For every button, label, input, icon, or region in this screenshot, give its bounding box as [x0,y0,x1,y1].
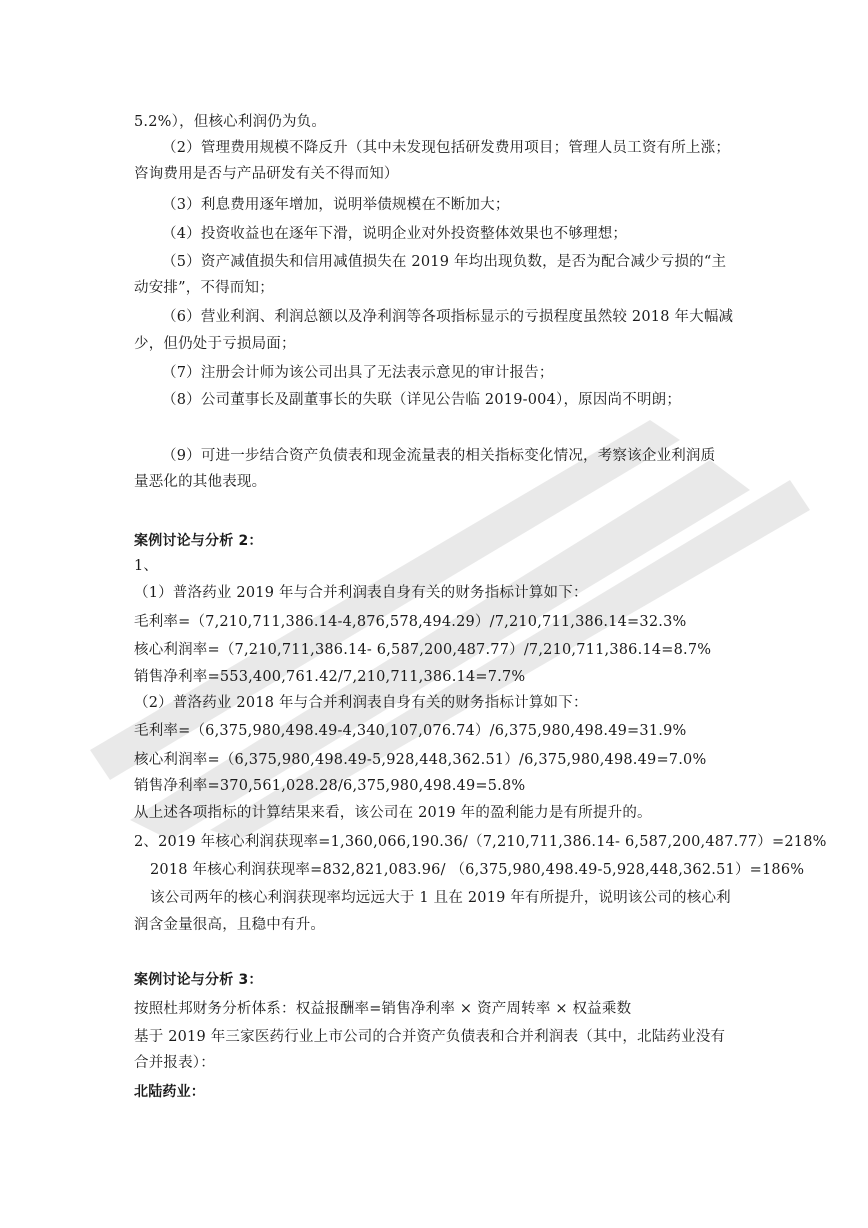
formula-line: 销售净利率=370,561,028.28/6,375,980,498.49=5.8% [134,778,526,794]
formula-line: 毛利率=（7,210,711,386.14-4,876,578,494.29）/7,210,711,386.14=32.3% [134,614,687,630]
text-line: （3）利息费用逐年增加，说明举债规模在不断加大； [162,197,510,213]
text-line: （7）注册会计师为该公司出具了无法表示意见的审计报告； [162,365,554,381]
text-line: 润含金量很高，且稳中有升。 [134,917,326,933]
text-line: （1）普洛药业 2019 年与合并利润表自身有关的财务指标计算如下： [134,585,588,601]
text-line: （8）公司董事长及副董事长的失联（详见公告临 2019-004），原因尚不明朗； [162,392,682,408]
subsection-heading: 北陆药业： [134,1084,205,1100]
section-heading: 案例讨论与分析 2： [134,533,263,549]
text-line: （9）可进一步结合资产负债表和现金流量表的相关指标变化情况，考察该企业利润质 [162,448,716,464]
text-line: （6）营业利润、利润总额以及净利润等各项指标显示的亏损程度虽然较 2018 年大幅减 [162,309,734,325]
formula-line: 2、2019 年核心利润获现率=1,360,066,190.36/（7,210,711,386.14- 6,587,200,487.77）=218% [134,834,827,850]
text-line: （2）普洛药业 2018 年与合并利润表自身有关的财务指标计算如下： [134,695,588,711]
text-line: （5）资产减值损失和信用减值损失在 2019 年均出现负数，是否为配合减少亏损的“主 [162,254,727,270]
text-line: 量恶化的其他表现。 [134,474,267,490]
formula-line: 销售净利率=553,400,761.42/7,210,711,386.14=7.7% [134,669,526,685]
text-line: 合并报表）： [134,1055,215,1071]
section-heading: 案例讨论与分析 3： [134,972,263,988]
text-line: 从上述各项指标的计算结果来看，该公司在 2019 年的盈利能力是有所提升的。 [134,805,652,821]
text-line: 5.2%），但核心利润仍为负。 [134,114,327,130]
formula-line: 核心利润率=（6,375,980,498.49-5,928,448,362.51）/6,375,980,498.49=7.0% [134,752,707,768]
text-line: 基于 2019 年三家医药行业上市公司的合并资产负债表和合并利润表（其中，北陆药业没有 [134,1029,726,1045]
text-line: （4）投资收益也在逐年下滑，说明企业对外投资整体效果也不够理想； [162,226,628,242]
text-line: 动安排”，不得而知； [134,280,274,296]
text-line: 按照杜邦财务分析体系：权益报酬率=销售净利率 × 资产周转率 × 权益乘数 [134,1001,632,1017]
text-line: 少，但仍处于亏损局面； [134,336,296,352]
formula-line: 毛利率=（6,375,980,498.49-4,340,107,076.74）/6,375,980,498.49=31.9% [134,723,687,739]
text-line: （2）管理费用规模不降反升（其中未发现包括研发费用项目；管理人员工资有所上涨； [162,140,731,156]
text-line: 咨询费用是否与产品研发有关不得而知） [134,166,399,182]
text-line: 1、 [134,558,159,574]
text-line: 该公司两年的核心利润获现率均远远大于 1 且在 2019 年有所提升，说明该公司的核心利 [150,890,731,906]
formula-line: 核心利润率=（7,210,711,386.14- 6,587,200,487.77）/7,210,711,386.14=8.7% [134,642,712,658]
formula-line: 2018 年核心利润获现率=832,821,083.96/ （6,375,980,498.49-5,928,448,362.51）=186% [150,862,805,878]
